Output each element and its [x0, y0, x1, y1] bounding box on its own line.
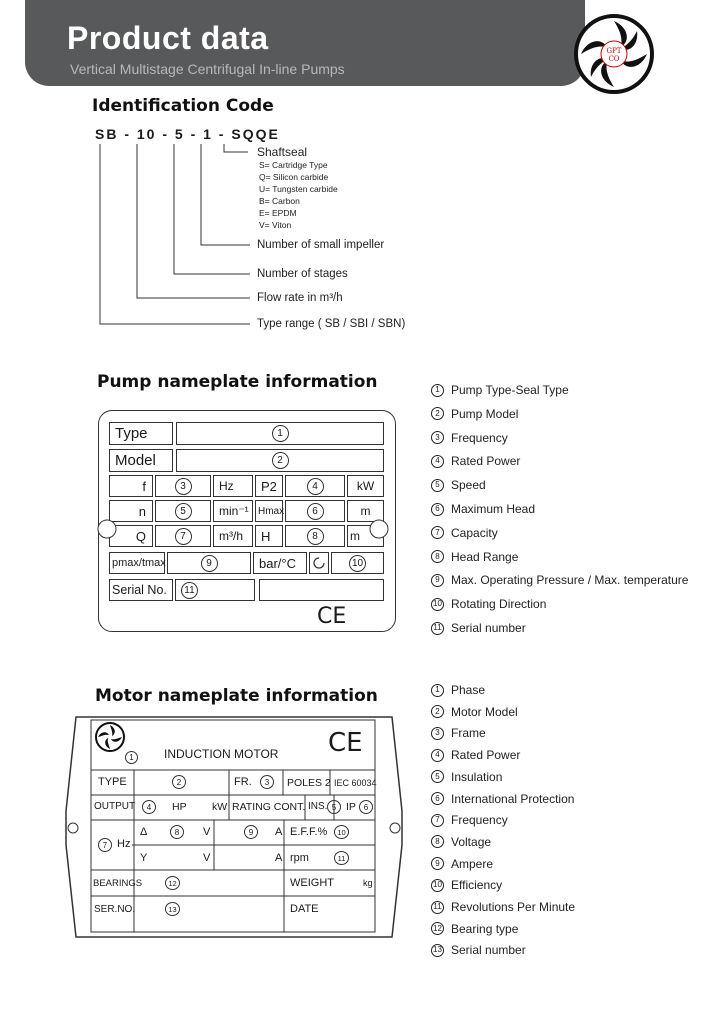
- list-text: Rated Power: [451, 454, 521, 469]
- motor-date-label: DATE: [290, 903, 319, 915]
- plate-hmax-label: Hmax: [255, 500, 283, 522]
- list-text: Frequency: [451, 813, 508, 828]
- plate-m3h-unit: m³/h: [213, 525, 253, 547]
- plate-f-label: f: [109, 475, 153, 497]
- pump-nameplate: [98, 410, 396, 632]
- mounting-hole-left-icon: [97, 515, 123, 545]
- plate-hz-unit: Hz: [213, 475, 253, 497]
- list-number: 7: [431, 526, 444, 539]
- page-title: Product data: [67, 20, 269, 56]
- shaftseal-label: Shaftseal: [257, 145, 308, 159]
- list-number: 11: [431, 622, 444, 635]
- list-number: 3: [431, 727, 444, 740]
- plate-model-label: Model: [109, 449, 173, 472]
- list-text: Ampere: [451, 856, 494, 871]
- plate-p2-value: 4: [285, 475, 345, 497]
- motor-y-label: Y: [140, 852, 148, 864]
- list-text: Voltage: [451, 834, 492, 849]
- motor-ip-label: IP: [346, 801, 356, 813]
- plate-model-value: 2: [176, 449, 384, 472]
- list-item: [431, 526, 498, 540]
- list-text: Serial number: [451, 621, 526, 635]
- list-number: 1: [431, 384, 444, 397]
- list-item: [431, 683, 485, 697]
- list-text: International Protection: [451, 791, 575, 806]
- motor-poles-label: POLES 2: [287, 777, 331, 789]
- rotation-arrow-icon: [309, 552, 329, 574]
- list-number: 10: [431, 879, 444, 892]
- identification-code: SB - 10 - 5 - 1 - SQQE: [95, 126, 280, 142]
- list-text: Serial number: [451, 943, 526, 958]
- shaftseal-item: U= Tungsten carbide: [259, 184, 338, 194]
- plate-h-label: H: [255, 525, 283, 547]
- flow-label: Flow rate in m³/h: [257, 292, 343, 304]
- plate-min-unit: min⁻¹: [213, 500, 253, 522]
- list-text: Max. Operating Pressure / Max. temperature: [451, 573, 689, 588]
- plate-f-value: 3: [155, 475, 211, 497]
- list-item: [431, 407, 518, 421]
- motor-weight-label: WEIGHT: [290, 877, 334, 889]
- list-item: [431, 597, 546, 611]
- list-number: 9: [431, 857, 444, 870]
- plate-ptmax-value: 9: [167, 552, 251, 574]
- list-item: [431, 813, 508, 827]
- code-connector-lines: [0, 0, 724, 340]
- motor-kw-unit: kW: [212, 801, 228, 813]
- motor-eff-label: E.F.F.%: [290, 826, 328, 838]
- shaftseal-item: B= Carbon: [259, 196, 300, 206]
- list-text: Motor Model: [451, 704, 518, 719]
- list-item: [431, 431, 508, 445]
- motor-induction-label: INDUCTION MOTOR: [164, 747, 279, 761]
- motor-a2-unit: A: [275, 852, 283, 864]
- motor-bearings-label: BEARINGS: [93, 878, 143, 889]
- list-item: [431, 770, 502, 784]
- motor-kg-unit: kg: [363, 878, 373, 888]
- list-item: [431, 478, 486, 492]
- list-number: 8: [431, 550, 444, 563]
- pump-heading: Pump nameplate information: [97, 372, 378, 392]
- list-number: 5: [431, 479, 444, 492]
- list-text: Rotating Direction: [451, 597, 547, 612]
- list-text: Pump Type-Seal Type: [451, 383, 569, 397]
- plate-n-label: n: [109, 500, 153, 522]
- motor-ins-label: INS.: [308, 801, 328, 812]
- plate-h-value: 8: [285, 525, 345, 547]
- list-number: 3: [431, 431, 444, 444]
- plate-barc-unit: bar/°C: [253, 552, 307, 574]
- impeller-label: Number of small impeller: [257, 239, 385, 251]
- list-number: 5: [431, 770, 444, 783]
- list-item: [431, 454, 520, 468]
- plate-n-value: 5: [155, 500, 211, 522]
- list-number: 6: [431, 503, 444, 516]
- list-item: [431, 502, 535, 516]
- list-number: 6: [431, 792, 444, 805]
- logo-text-bottom: CO: [608, 55, 620, 63]
- list-number: 2: [431, 705, 444, 718]
- list-item: [431, 878, 502, 892]
- plate-p2-label: P2: [255, 475, 283, 497]
- plate-type-value: 1: [176, 422, 384, 445]
- list-item: [431, 943, 526, 957]
- list-item: [431, 383, 569, 397]
- ce-mark: CE: [317, 604, 347, 629]
- motor-v-unit: V: [203, 826, 211, 838]
- list-number: 7: [431, 814, 444, 827]
- plate-rotation-value: 10: [331, 552, 384, 574]
- list-number: 12: [431, 922, 444, 935]
- plate-type-label: Type: [109, 422, 173, 445]
- shaftseal-item: E= EPDM: [259, 208, 297, 218]
- plate-ptmax-label: pmax/tmax: [109, 552, 165, 574]
- list-number: 1: [431, 684, 444, 697]
- motor-hp-unit: HP: [172, 801, 187, 813]
- list-item: [431, 835, 491, 849]
- list-text: Maximum Head: [451, 502, 536, 516]
- motor-fr-label: FR.: [234, 776, 252, 788]
- list-item: [431, 922, 518, 936]
- list-text: Efficiency: [451, 878, 503, 893]
- list-text: Frequency: [451, 430, 508, 445]
- motor-a-unit: A: [275, 826, 283, 838]
- plate-q-label: Q: [109, 525, 153, 547]
- motor-delta-label: Δ: [140, 826, 148, 838]
- list-number: 10: [431, 598, 444, 611]
- list-text: Insulation: [451, 769, 503, 784]
- shaftseal-item: Q= Silicon carbide: [259, 172, 329, 182]
- motor-v2-unit: V: [203, 852, 211, 864]
- shaftseal-item: S= Cartridge Type: [259, 160, 328, 170]
- plate-kw-unit: kW: [347, 475, 384, 497]
- plate-serial-blank: [259, 579, 384, 601]
- motor-ce-mark: CE: [328, 728, 363, 758]
- plate-m2-unit: m: [347, 525, 384, 547]
- plate-serial-label: Serial No.: [109, 579, 173, 601]
- list-item: [431, 792, 574, 806]
- stages-label: Number of stages: [257, 268, 348, 280]
- page-subtitle: Vertical Multistage Centrifugal In-line Pumps: [70, 61, 345, 77]
- motor-output-label: OUTPUT: [94, 801, 136, 812]
- plate-serial-value: 11: [175, 579, 255, 601]
- motor-iec-label: IEC 60034: [334, 778, 377, 788]
- list-text: Revolutions Per Minute: [451, 900, 576, 914]
- list-number: 9: [431, 574, 444, 587]
- list-item: [431, 748, 520, 762]
- list-number: 4: [431, 749, 444, 762]
- list-item: [431, 857, 493, 871]
- plate-hmax-value: 6: [285, 500, 345, 522]
- list-text: Speed: [451, 478, 486, 493]
- list-number: 11: [431, 901, 444, 914]
- list-text: Head Range: [451, 549, 519, 564]
- list-item: [431, 900, 575, 914]
- list-text: Pump Model: [451, 406, 519, 421]
- list-text: Capacity: [451, 525, 498, 540]
- motor-type-label: TYPE: [98, 776, 127, 788]
- list-item: [431, 705, 518, 719]
- list-text: Rated Power: [451, 748, 521, 763]
- motor-heading: Motor nameplate information: [95, 686, 378, 706]
- plate-m-unit: m: [347, 500, 384, 522]
- list-item: [431, 573, 688, 587]
- list-number: 4: [431, 455, 444, 468]
- list-text: Frame: [451, 726, 486, 741]
- list-text: Bearing type: [451, 921, 519, 936]
- list-number: 13: [431, 944, 444, 957]
- list-text: Phase: [451, 683, 486, 697]
- motor-hz-unit: Hz: [117, 838, 131, 850]
- list-item: [431, 726, 486, 740]
- motor-rpm-label: rpm: [290, 852, 309, 864]
- motor-rating-label: RATING CONT.: [232, 801, 306, 813]
- list-item: [431, 621, 526, 635]
- shaftseal-item: V= Viton: [259, 220, 292, 230]
- logo-text-top: GPT: [606, 47, 622, 55]
- list-number: 2: [431, 407, 444, 420]
- mounting-hole-right-icon: [365, 515, 391, 545]
- type-range-label: Type range ( SB / SBI / SBN): [257, 318, 406, 330]
- list-item: [431, 550, 518, 564]
- plate-q-value: 7: [155, 525, 211, 547]
- list-number: 8: [431, 835, 444, 848]
- motor-serno-label: SER.NO.: [94, 904, 136, 915]
- identification-heading: Identification Code: [92, 96, 274, 116]
